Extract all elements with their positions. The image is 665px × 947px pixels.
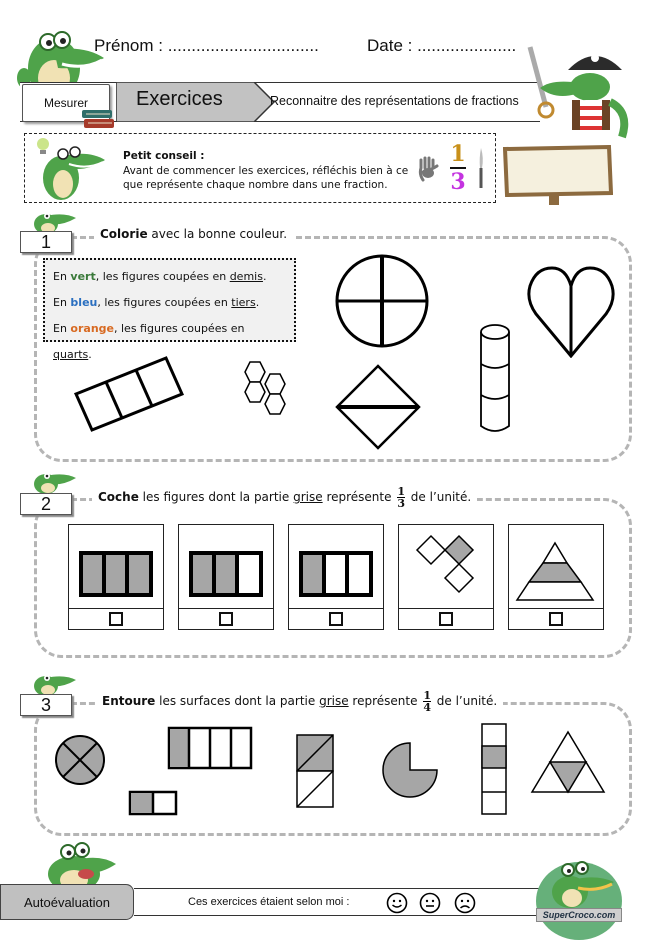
crocodile-lightbulb-icon	[31, 134, 111, 202]
figure-circle-all-grey[interactable]	[54, 734, 106, 786]
checkbox-1[interactable]	[109, 612, 123, 626]
figure-rect-2-of-3-grey	[179, 525, 275, 609]
legend-item-vert: En vert, les figures coupées en demis.	[53, 270, 267, 283]
autoeval-question: Ces exercices étaient selon moi :	[188, 896, 350, 908]
date-field[interactable]: Date : .....................	[367, 36, 517, 55]
crocodile-logo-icon	[544, 858, 618, 910]
checkbox-4[interactable]	[439, 612, 453, 626]
supercroco-logo-text: SuperCroco.com	[536, 908, 622, 922]
figure-column-1-of-4-grey[interactable]	[480, 722, 508, 816]
figure-hexagons-quarters[interactable]	[243, 360, 293, 428]
underlined-word: grise	[293, 490, 323, 504]
color-word-bleu: bleu	[70, 296, 98, 309]
instruction-fraction: $\frac{1}{4}$	[423, 689, 431, 714]
smiley-neutral-icon[interactable]	[419, 892, 441, 914]
smiley-sad-icon[interactable]	[454, 892, 476, 914]
figure-triangle-1-of-4-grey[interactable]	[530, 730, 606, 794]
legend-item-orange: En orange, les figures coupées en quarts.	[53, 322, 245, 361]
instruction-verb: Entoure	[102, 694, 156, 708]
autoeval-label: Autoévaluation	[0, 884, 134, 920]
figure-rect-3-of-3-grey	[69, 525, 165, 609]
exercise-number-3: 3	[20, 694, 72, 716]
exercise-number-2: 2	[20, 493, 72, 515]
checkbox-5[interactable]	[549, 612, 563, 626]
crocodile-footer-icon	[42, 840, 118, 888]
figure-diamond-halves[interactable]	[335, 364, 421, 450]
books-icon	[80, 108, 116, 130]
pirate-crocodile-icon	[510, 42, 630, 142]
tip-denominator: 3	[450, 169, 466, 195]
crocodile-small-icon	[30, 206, 78, 234]
card-tree-1-of-3	[508, 524, 604, 630]
target-quarts: quarts	[53, 348, 89, 361]
instruction-fraction: $\frac{1}{3}$	[397, 485, 405, 510]
color-word-vert: vert	[70, 270, 96, 283]
figure-circle-quarters[interactable]	[334, 253, 430, 349]
figure-rect-1-of-4-grey[interactable]	[167, 726, 253, 770]
exercise-3-instruction: Entoure les surfaces dont la partie grise représente $\frac{1}{4}$ de l’unité.	[96, 688, 503, 714]
checkbox-3[interactable]	[329, 612, 343, 626]
figure-rect-1-of-2-grey[interactable]	[128, 790, 178, 816]
crocodile-small-icon	[30, 466, 78, 494]
figure-pie-3-of-4-grey[interactable]	[380, 740, 440, 800]
figure-rect-1-of-3-grey	[289, 525, 385, 609]
figure-rectangle-thirds[interactable]	[70, 352, 188, 432]
figure-tree-1-of-3-grey	[509, 525, 605, 609]
target-tiers: tiers	[231, 296, 256, 309]
card-squares-1-of-3	[398, 524, 494, 630]
prenom-field[interactable]: Prénom : ................................	[94, 36, 319, 55]
card-rect-1-of-3	[288, 524, 384, 630]
tip-box	[24, 133, 496, 203]
tip-fraction	[450, 142, 466, 194]
exercise-number-1: 1	[20, 231, 72, 253]
card-rect-2-of-3	[178, 524, 274, 630]
color-legend	[43, 258, 296, 361]
tip-title: Petit conseil :	[123, 150, 205, 162]
exercices-label: Exercices	[136, 88, 223, 110]
checkbox-2[interactable]	[219, 612, 233, 626]
tip-text: Avant de commencer les exercices, réfléchis bien à ce que représente chaque nombre dans une fraction.	[123, 165, 409, 191]
crocodile-small-icon	[30, 668, 78, 696]
instruction-text: avec la bonne couleur.	[147, 227, 288, 241]
wooden-sign-icon	[503, 145, 613, 205]
figure-squares-1-of-3-grey	[399, 525, 495, 609]
exercise-1-instruction	[94, 227, 293, 241]
tip-numerator: 1	[450, 141, 466, 167]
figure-square-tiles-grey[interactable]	[295, 733, 335, 809]
figure-cylinder-thirds[interactable]	[477, 322, 513, 436]
card-rect-3-of-3	[68, 524, 164, 630]
mesurer-tab: Mesurer	[22, 84, 110, 122]
exercices-tab	[116, 82, 276, 122]
knife-icon	[477, 146, 485, 190]
target-demis: demis	[229, 270, 263, 283]
instruction-verb: Coche	[98, 490, 139, 504]
underlined-word: grise	[319, 694, 349, 708]
smiley-happy-icon[interactable]	[386, 892, 408, 914]
instruction-verb: Colorie	[100, 227, 148, 241]
page-subtitle: Reconnaitre des représentations de fractions	[270, 94, 519, 108]
hand-icon	[417, 156, 441, 182]
color-word-orange: orange	[70, 322, 114, 335]
figure-heart-halves[interactable]	[526, 264, 616, 358]
exercise-2-instruction: Coche les figures dont la partie grise représente $\frac{1}{3}$ de l’unité.	[92, 484, 477, 510]
legend-item-bleu: En bleu, les figures coupées en tiers.	[53, 296, 260, 309]
